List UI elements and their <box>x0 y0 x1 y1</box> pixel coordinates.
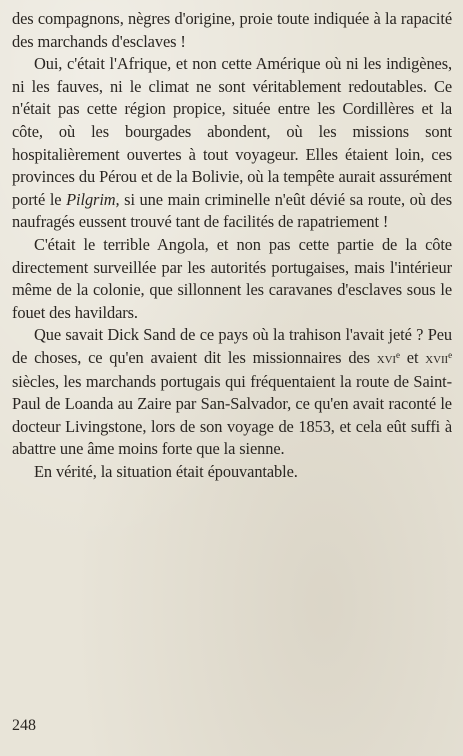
century-17: xvii <box>425 350 449 367</box>
ship-name-italic: Pilgrim, <box>66 189 120 209</box>
century-16-sup: e <box>396 349 400 360</box>
paragraph-1-text: des compagnons, nègres d'origine, proie toute indiquée à la rapacité des marchands d'esclaves ! <box>12 9 452 51</box>
paragraph-3 <box>12 234 452 324</box>
paragraph-4-and: et <box>399 347 426 367</box>
paragraph-5 <box>12 461 452 484</box>
paragraph-4 <box>12 324 452 461</box>
page-number: 248 <box>12 717 36 734</box>
century-17-sup: e <box>448 349 452 360</box>
paragraph-2 <box>12 53 452 234</box>
century-16: xvi <box>376 350 396 367</box>
paragraph-4-text-end: siècles, les marchands portugais qui fréquentaient la route de Saint-Paul de Loanda au Zaire par San-Salvador, ce qu'en avait raconté le docteur Livingstone, lors de son voyage de 1853, et cela eût suffi à abattre une âme moins forte que la sienne. <box>12 371 452 459</box>
paragraph-1 <box>12 8 452 53</box>
paragraph-4-text: Que savait Dick Sand de ce pays où la trahison l'avait jeté ? Peu de choses, ce qu'en avaient dit les missionnaires des <box>12 325 452 367</box>
paragraph-5-text: En vérité, la situation était épouvantable. <box>34 461 298 481</box>
paragraph-2-text-end: si une main criminelle n'eût dévié sa route, où des naufragés eussent trouvé tant de facilités de rapatriement ! <box>12 189 452 232</box>
paragraph-2-text: Oui, c'était l'Afrique, et non cette Amérique où ni les indigènes, ni les fauves, ni le climat ne sont véritablement redoutables. Ce n'était pas cette région propice, située entre les Cordillères et la côte, où les bourgades abondent, où les missions sont hospitalièrement ouvertes à tout voyageur. Elles étaient loin, ces provinces du Pérou et de la Bolivie, où la tempête aurait assurément porté le <box>12 54 452 209</box>
body-text <box>12 8 452 483</box>
paragraph-3-text: C'était le terrible Angola, et non pas cette partie de la côte directement surveillée par les autorités portugaises, mais l'intérieur même de la colonie, que sillonnent les caravanes d'esclaves sous le fouet des havildars. <box>12 234 452 322</box>
